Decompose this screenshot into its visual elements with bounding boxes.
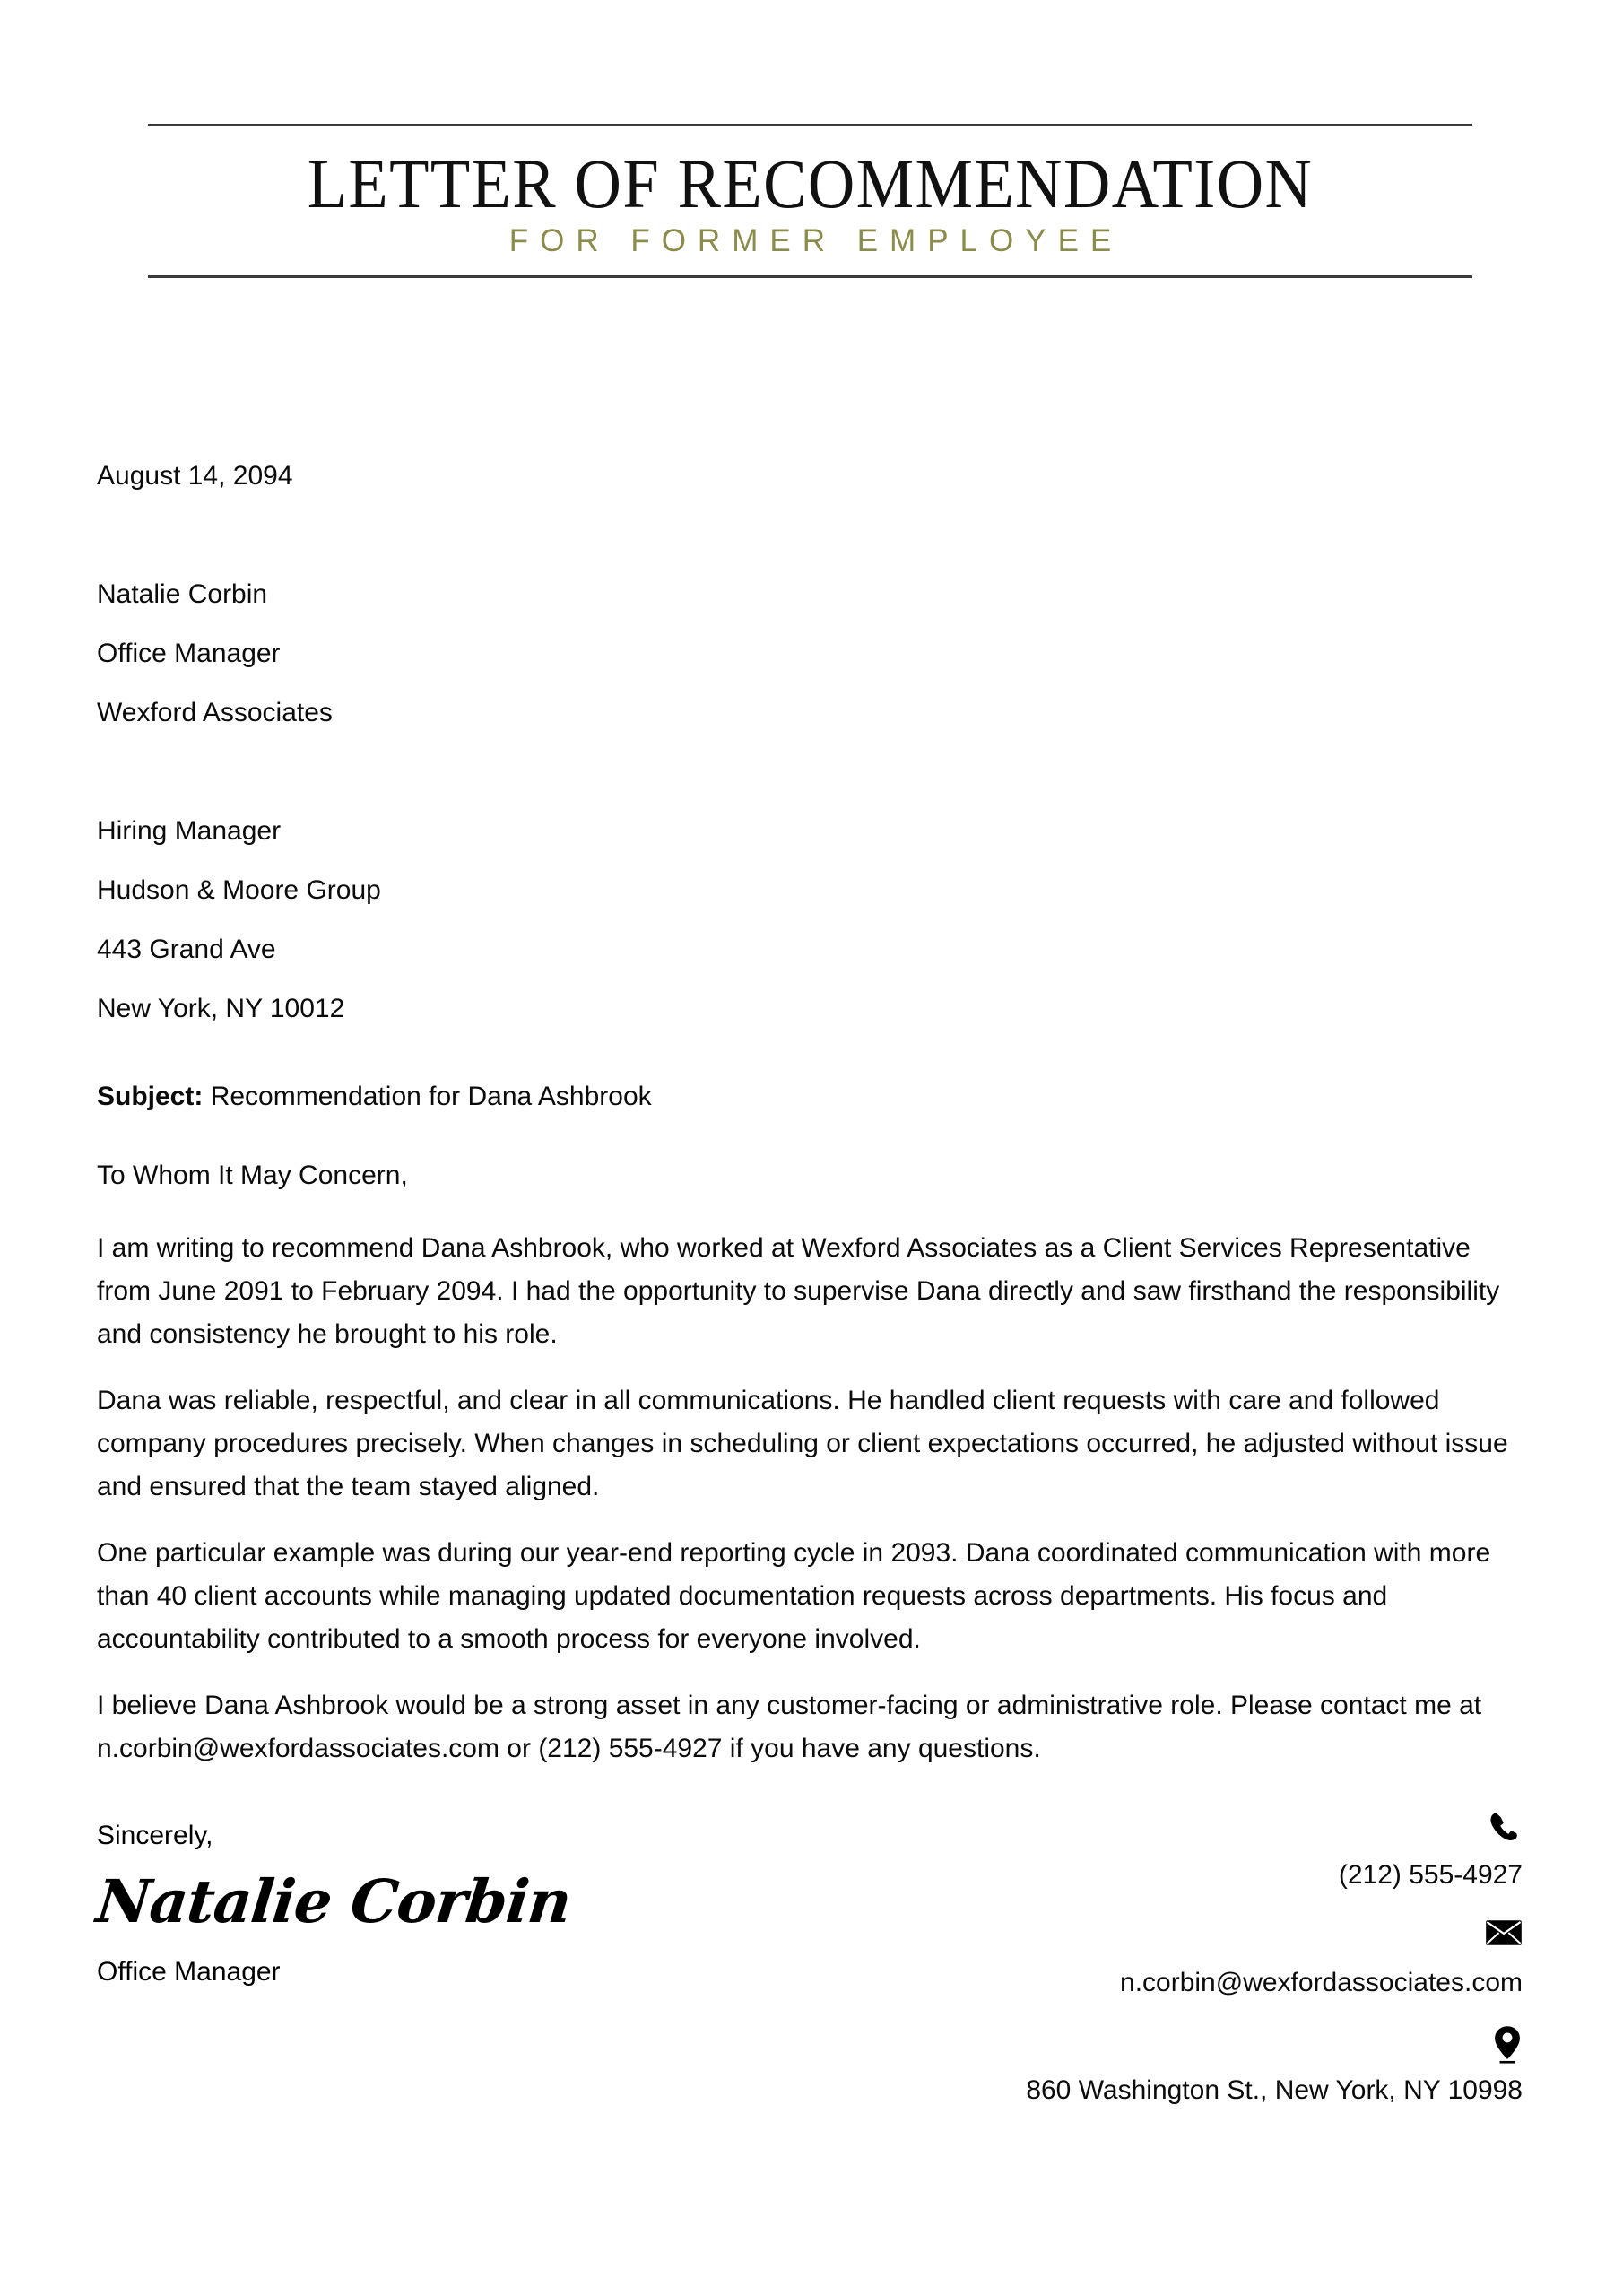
sender-company: Wexford Associates [97, 698, 333, 727]
sender-title: Office Manager [97, 639, 281, 668]
email-address[interactable]: n.corbin@wexfordassociates.com [1120, 1968, 1523, 1997]
body-paragraph-4: I believe Dana Ashbrook would be a strong asset in any customer-facing or administrative role. Please contact me at n.corbin@wexfordassociates.com or (212) 555-4927 if you have any questions. [97, 1691, 1482, 1763]
contact-email-item [949, 1918, 1523, 2002]
header-titles [148, 126, 1472, 275]
spacer-after-date [97, 506, 1523, 565]
salutation: To Whom It May Concern, [97, 1161, 408, 1190]
contact-address-item [949, 2025, 1523, 2109]
recipient-city-state-zip: New York, NY 10012 [97, 994, 345, 1023]
body-paragraph-1: I am writing to recommend Dana Ashbrook, who worked at Wexford Associates as a Client Services Representative from June 2091 to February 2094. I had the opportunity to supervise Dana directly and saw firsthand the responsibility and consistency he brought to his role. [97, 1233, 1500, 1349]
contact-phone-item [949, 1810, 1523, 1894]
letter-date: August 14, 2094 [97, 461, 293, 491]
handwritten-signature: Natalie Corbin [92, 1866, 575, 1936]
recipient-name: Hiring Manager [97, 816, 282, 846]
subject-line [97, 1069, 1523, 1125]
body-paragraph-2: Dana was reliable, respectful, and clear in all communications. He handled client requests with care and followed company procedures precisely. When changes in scheduling or client expectations occurred, he adjusted without issue and ensured that the team stayed aligned. [97, 1386, 1508, 1501]
phone-number[interactable]: (212) 555-4927 [1338, 1860, 1523, 1890]
signature-block [92, 1815, 778, 1993]
recipient-company: Hudson & Moore Group [97, 875, 381, 905]
spacer-after-sender [97, 743, 1523, 802]
location-pin-icon [949, 2025, 1523, 2066]
letter-header [148, 124, 1472, 278]
contact-spacer-1 [949, 1905, 1523, 1918]
subject-text: Recommendation for Dana Ashbrook [203, 1082, 652, 1111]
letter-body [97, 447, 1523, 1770]
envelope-icon [949, 1918, 1523, 1959]
page-title: LETTER OF RECOMMENDATION [307, 144, 1314, 222]
phone-icon [949, 1810, 1523, 1851]
recipient-street: 443 Grand Ave [97, 935, 276, 964]
header-bottom-rule [148, 275, 1472, 278]
contact-block [949, 1810, 1523, 2120]
closing-salutation: Sincerely, [97, 1821, 213, 1850]
sender-name: Natalie Corbin [97, 579, 268, 609]
page-subtitle: FOR FORMER EMPLOYEE [508, 223, 1124, 259]
street-address[interactable]: 860 Washington St., New York, NY 10998 [1026, 2075, 1523, 2105]
signer-title: Office Manager [97, 1957, 281, 1987]
subject-label: Subject: [97, 1082, 204, 1111]
body-paragraph-3: One particular example was during our year-end reporting cycle in 2093. Dana coordinated communication with more than 40 client accounts while managing updated documentation requests across departments. His focus and accountability contributed to a smooth process for everyone involved. [97, 1538, 1491, 1654]
contact-spacer-2 [949, 2013, 1523, 2025]
